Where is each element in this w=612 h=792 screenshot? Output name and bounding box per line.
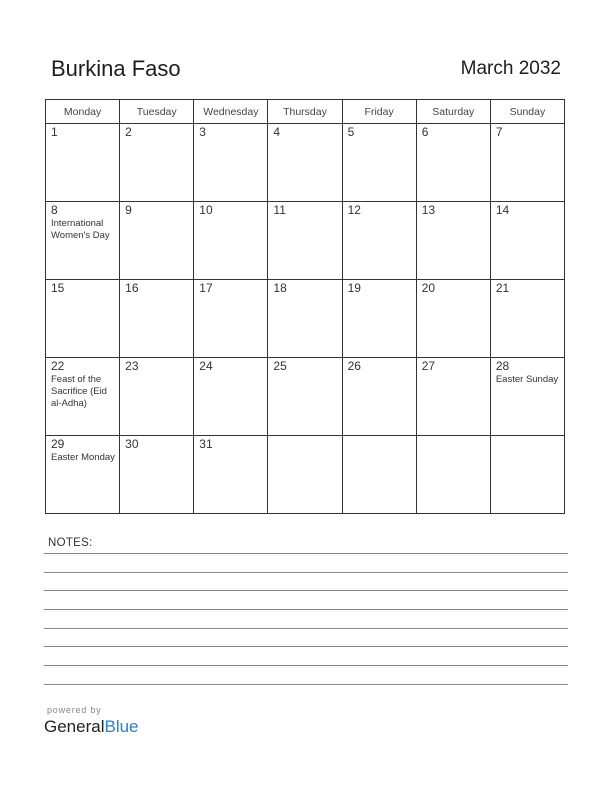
week-row [46, 358, 565, 436]
day-number: 1 [51, 125, 58, 139]
day-event [194, 295, 267, 296]
day-number: 22 [51, 359, 65, 373]
day-event [343, 217, 416, 218]
day-event [268, 139, 341, 140]
day-number: 30 [125, 437, 139, 451]
day-event [268, 373, 341, 374]
day-cell [490, 280, 564, 358]
day-event [268, 437, 341, 438]
day-number: 12 [347, 203, 361, 217]
day-event: Easter Monday [51, 452, 115, 463]
day-event: International Women's Day [51, 218, 110, 241]
day-cell [490, 358, 564, 436]
note-line [44, 646, 568, 647]
day-number: 3 [199, 125, 206, 139]
day-cell [268, 124, 342, 202]
day-event [343, 437, 416, 438]
day-cell [120, 280, 194, 358]
weekday-tuesday: Tuesday [120, 100, 194, 124]
day-number: 16 [125, 281, 139, 295]
day-event [417, 295, 490, 296]
day-cell [416, 202, 490, 280]
day-event [491, 217, 564, 218]
powered-by-text: powered by [47, 705, 102, 715]
day-number: 15 [51, 281, 65, 295]
day-cell [342, 124, 416, 202]
day-cell [120, 202, 194, 280]
day-cell [194, 436, 268, 514]
calendar-grid [45, 99, 565, 514]
day-event [120, 217, 193, 218]
notes-label: NOTES: [48, 537, 93, 549]
week-row [46, 202, 565, 280]
day-number: 6 [421, 125, 429, 139]
weekday-header-row [46, 100, 565, 124]
day-cell [194, 124, 268, 202]
day-number: 4 [273, 125, 281, 139]
day-event [491, 295, 564, 296]
day-cell [342, 358, 416, 436]
day-number: 28 [495, 359, 510, 373]
day-cell [416, 358, 490, 436]
day-cell [490, 124, 564, 202]
brand-general: General [44, 717, 105, 736]
day-event [120, 139, 193, 140]
weekday-thursday: Thursday [268, 100, 342, 124]
note-line [44, 684, 568, 685]
week-row [46, 280, 565, 358]
day-number: 26 [347, 359, 361, 373]
day-cell [46, 436, 120, 514]
day-cell [268, 202, 342, 280]
day-event [268, 217, 341, 218]
day-cell [46, 202, 120, 280]
day-cell [46, 358, 120, 436]
day-cell [194, 280, 268, 358]
day-cell [342, 280, 416, 358]
day-cell [194, 202, 268, 280]
weekday-wednesday: Wednesday [194, 100, 268, 124]
day-cell [416, 436, 490, 514]
country-title: Burkina Faso [51, 56, 181, 81]
day-number: 24 [199, 359, 213, 373]
day-event [46, 139, 119, 140]
day-number: 14 [495, 203, 510, 217]
day-event [46, 295, 119, 296]
month-title: March 2032 [460, 58, 561, 79]
day-number: 2 [125, 125, 132, 139]
day-cell [268, 436, 342, 514]
weekday-saturday: Saturday [416, 100, 490, 124]
day-event [491, 139, 564, 140]
day-number: 8 [51, 203, 58, 217]
brand-logo [44, 717, 139, 737]
day-event [120, 373, 193, 374]
day-event [417, 139, 490, 140]
day-number: 23 [125, 359, 139, 373]
day-event [194, 373, 267, 374]
day-event [194, 217, 267, 218]
note-line [44, 553, 568, 554]
day-cell [120, 358, 194, 436]
day-number: 18 [273, 281, 287, 295]
week-row [46, 124, 565, 202]
weekday-friday: Friday [342, 100, 416, 124]
day-number: 19 [347, 281, 361, 295]
day-cell [416, 280, 490, 358]
day-event [120, 451, 193, 452]
day-number: 21 [495, 281, 510, 295]
day-number: 27 [421, 359, 436, 373]
day-event [417, 217, 490, 218]
note-line [44, 665, 568, 666]
day-number: 10 [199, 203, 213, 217]
day-cell [268, 358, 342, 436]
day-cell [46, 280, 120, 358]
note-line [44, 628, 568, 629]
day-cell [490, 436, 564, 514]
weekday-sunday: Sunday [490, 100, 564, 124]
day-number: 20 [421, 281, 436, 295]
day-event [343, 295, 416, 296]
day-number: 25 [273, 359, 287, 373]
brand-blue: Blue [104, 717, 139, 736]
note-line [44, 590, 568, 591]
day-number: 11 [273, 203, 286, 217]
day-event: Easter Sunday [495, 374, 559, 385]
day-event [491, 437, 564, 438]
day-number: 7 [495, 125, 503, 139]
day-cell [268, 280, 342, 358]
note-line [44, 572, 568, 573]
note-line [44, 609, 568, 610]
day-number: 29 [51, 437, 65, 451]
day-event: Feast of the Sacrifice (Eid al-Adha) [51, 374, 107, 409]
day-event [120, 295, 193, 296]
day-event [268, 295, 341, 296]
week-row [46, 436, 565, 514]
day-event [343, 373, 416, 374]
day-number: 31 [199, 437, 213, 451]
day-cell [120, 124, 194, 202]
day-cell [342, 436, 416, 514]
day-cell [46, 124, 120, 202]
day-event [417, 373, 490, 374]
day-cell [342, 202, 416, 280]
day-cell [490, 202, 564, 280]
day-number: 13 [421, 203, 436, 217]
day-cell [120, 436, 194, 514]
day-number: 17 [199, 281, 213, 295]
day-number: 9 [125, 203, 132, 217]
day-number: 5 [347, 125, 355, 139]
day-cell [194, 358, 268, 436]
weekday-monday: Monday [46, 100, 120, 124]
day-cell [416, 124, 490, 202]
day-event [194, 139, 267, 140]
day-event [417, 437, 490, 438]
day-event [194, 451, 267, 452]
day-event [343, 139, 416, 140]
